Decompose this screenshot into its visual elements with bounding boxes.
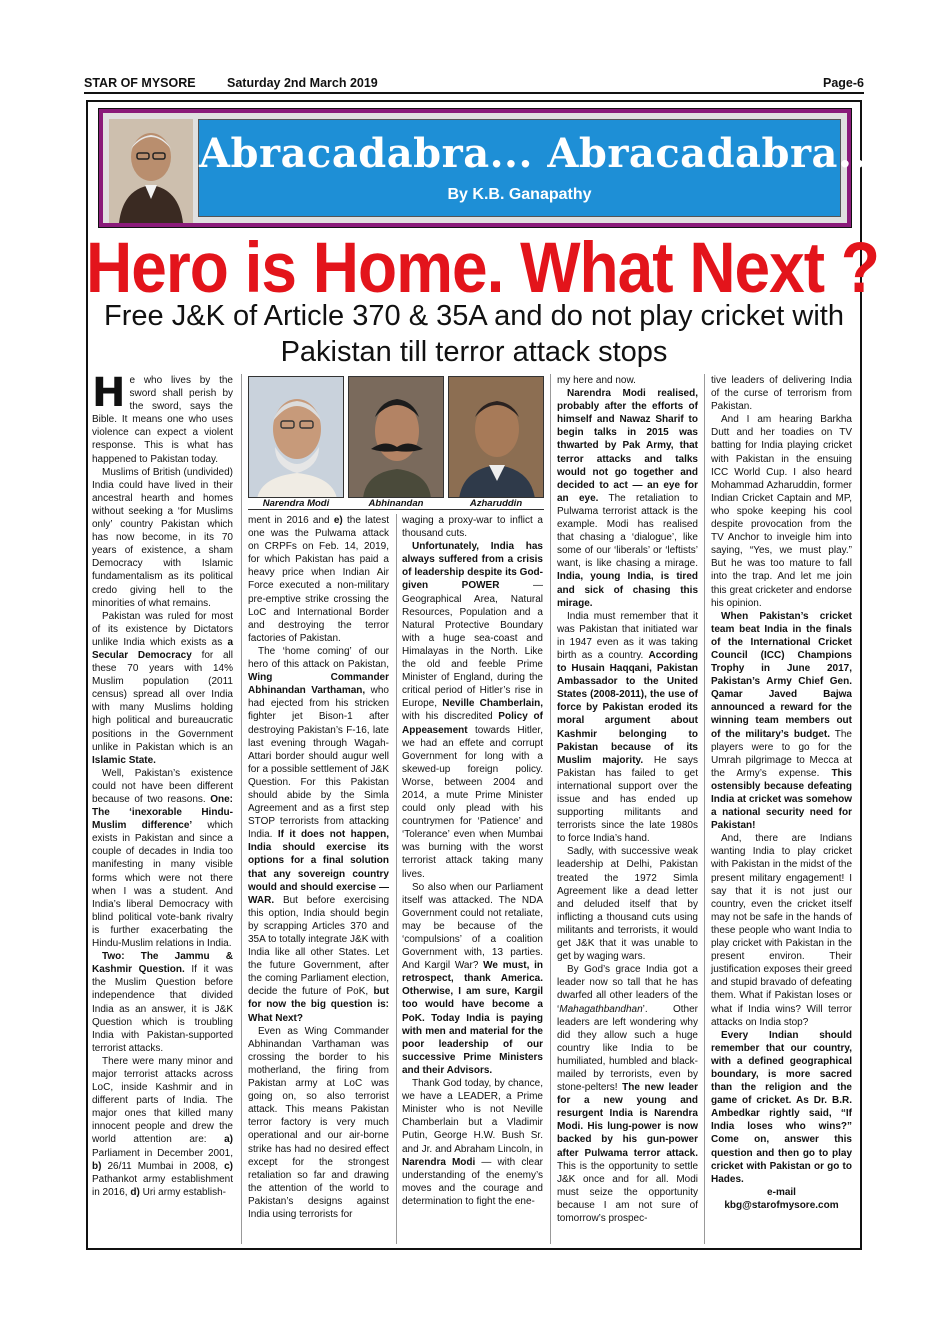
page-number: Page-6 xyxy=(823,76,864,90)
paragraph: waging a proxy-war to inflict a thousand cuts. xyxy=(402,515,543,540)
author-photo xyxy=(109,119,193,223)
issue-date: Saturday 2nd March 2019 xyxy=(227,76,378,90)
photo-caption: Abhinandan xyxy=(368,498,424,509)
article-column-4 xyxy=(557,374,698,1225)
paragraph: Pakistan was ruled for most of its existence by Dictators unlike India which exists as a Secular Democracy for all these 70 years with 14% Muslim population (2011 census) spread all over India with many Muslims holding high political and bureaucratic positions in the Government unlike in Pakistan which is an Islamic State. xyxy=(92,610,233,766)
drop-cap: H xyxy=(92,370,126,416)
paragraph: Unfortunately, India has always suffered from a crisis of leadership despite its God-given POWER — Geographical Area, Natural Resources, Population and a Natural Protective Boundary with a huge sea-coast and Himalayas in the North. Like the old and feeble Prime Minister of England, during the critical period of Hitler’s rise in Europe, Neville Chamberlain, with his discredited Policy of Appeasement towards Hitler, we had an effete and corrupt Government for long with a skewed-up foreign policy. Worse, between 2004 and 2014, a mute Prime Minister could only plead with his countrymen for ‘Patience’ and ‘Tolerance’ even when Mumbai was burning with the worst terrorist attack taking many lives. xyxy=(402,541,543,880)
photo-narendra-modi xyxy=(248,376,344,498)
paragraph: Every Indian should remember that our country, with a defined geographical boundary, is more sacred than the religion and the game of cricket. As Dr. B.R. Ambedkar rightly said, “If India loses who wins?” Come on, answer this question and then go to play cricket with Pakistan or go to Hades. xyxy=(711,1029,852,1185)
page-header xyxy=(84,74,864,94)
caption-rule xyxy=(248,509,544,510)
column-rule xyxy=(396,514,397,1244)
photo-caption: Azharuddin xyxy=(469,498,523,509)
photo-caption: Narendra Modi xyxy=(262,498,330,509)
paragraph: Thank God today, by chance, we have a LEADER, a Prime Minister who is not Neville Chamberlain but a Vladimir Putin, George H.W. Bush Sr. and Jr. and Abraham Lincoln, in Narendra Modi — with clear understanding of the enemy’s moves and the courage and determination to fight the ene- xyxy=(402,1078,543,1207)
photo-abhinandan xyxy=(348,376,444,498)
paragraph: Narendra Modi realised, probably after the efforts of himself and Nawaz Sharif to begin talks in 2015 was thwarted by Pak Army, that terror attacks and talks would not go together and decided to act — an eye for an eye. The retaliation to Pulwama terrorist attack is the example. Modi has realised that chasing a ‘dialogue’, like some of our ‘liberals’ or ‘leftists’ want, is like chasing a mirage. India, young India, is tired and sick of chasing this mirage. xyxy=(557,388,698,609)
paragraph: Even as Wing Commander Abhinandan Varthaman was crossing the border to his motherland, the firing from Pakistan army at LoC was going on, so also terrorist attack. This means Pakistan terror factory is very much operational and our air-borne strike has had no desired effect except for the strongest retaliation so far and drawing the attention of the world to Pakistan’s designs against India using terrorists for xyxy=(248,1025,389,1220)
subheadline: Free J&K of Article 370 & 35A and do not play cricket with Pakistan till terror attack stops xyxy=(104,300,844,368)
photo-azharuddin xyxy=(448,376,544,498)
banner-inner xyxy=(103,113,882,223)
paragraph: Two: The Jammu & Kashmir Question. If it was the Muslim Question before independence that divided India as an answer, it is J&K Question which is troubling India with Pakistan-supported terrorist attacks. xyxy=(92,951,233,1054)
paragraph: So also when our Parliament itself was attacked. The NDA Government could not retaliate, may be because of the ‘compulsions’ of a coalition Government with, 13 parties. And Kargil War? We must, in retrospect, thank America. Otherwise, I am sure, Kargil too would have become a PoK. Today India is paying with men and material for the poor leadership of our successive Prime Ministers and their Advisors. xyxy=(402,881,543,1076)
paragraph: There were many minor and major terrorist attacks across LoC, inside Kashmir and in different parts of India. The major ones that killed many innocent people and drew the world attention are: a) Parliament in December 2001, b) 26/11 Mumbai in 2008, c) Pathankot army establishment in 2016, d) Uri army establish- xyxy=(92,1055,233,1198)
paragraph: ment in 2016 and e) the latest one was the Pulwama attack on CRPFs on Feb. 14, 2019, for which Pakistan has paid a heavy price when Indian Air Force executed a non-military pre-emptive strike crossing the LoC and International Border and destroying the terror factories of Pakistan. xyxy=(248,515,389,644)
email-label: e-mail xyxy=(767,1186,796,1198)
photo-strip xyxy=(248,376,544,510)
banner-title-panel xyxy=(198,119,882,217)
column-byline: By K.B. Ganapathy xyxy=(447,186,592,203)
paragraph: Sadly, with successive weak leadership at Delhi, Pakistan treated the 1972 Simla Agreement like a dead letter and deluded itself that by inflicting a thousand cuts using militants and terrorists, it would get J&K that it was unable to get by waging wars. xyxy=(557,846,698,963)
article-column-5 xyxy=(711,374,852,1212)
author-email[interactable]: kbg@starofmysore.com xyxy=(724,1199,839,1211)
headline: Hero is Home. What Next ? xyxy=(86,227,879,308)
article-column-2 xyxy=(248,514,389,1221)
article-column-3 xyxy=(402,514,543,1208)
paragraph: By God’s grace India got a leader now so tall that he has dwarfed all other leaders of the ‘Mahagathbandhan’. Other leaders are left wondering why did they allow such a huge country like India to be humiliated, humbled and black-mailed by terrorists, even by stone-pelters! The new leader for a new young and resurgent India is Narendra Modi. His lung-power is now backed by his gun-power after Pulwama terror attack. This is the opportunity to settle J&K once and for all. Modi must seize the opportunity because I am not sure of tomorrow’s prospec- xyxy=(557,964,698,1224)
column-title: Abracadabra... Abracadabra... xyxy=(199,130,882,177)
column-rule xyxy=(550,374,551,1244)
paragraph: And I am hearing Barkha Dutt and her toadies on TV batting for India playing cricket with Pakistan in the ensuing ICC World Cup. I also heard Mohammad Azharuddin, former Indian Cricket Captain and MP, who spoke keeping his cool despite provocation from the TV Anchor to inveigle him into saying, “Yes, we must play.” But he was too mature to fall into the trap. And let me join this great cricketer and endorse his opinion. xyxy=(711,414,852,609)
paragraph: He who lives by the sword shall perish by the sword, says the Bible. It means one who uses violence can expect a violent response. This is what has happened to Pakistan today. xyxy=(92,370,233,465)
column-rule xyxy=(704,374,705,1244)
paragraph: The ‘home coming’ of our hero of this attack on Pakistan, Wing Commander Abhinandan Varthaman, who had ejected from his stricken fighter jet Bison-1 after destroying Pakistan’s F-16, late last evening through Wagah-Attari border should augur well for a possible settlement of J&K Question. For this Pakistan should abide by the Simla Agreement and as a first step STOP terrorists from attacking India. If it does not happen, India should exercise its options for a final solution that any sovereign country would and should exercise — WAR. But before exercising this option, India should begin by scrapping Articles 370 and 35A to totally integrate J&K with India like all other States. Let the future Government, after the coming Parliament election, decide the future of PoK, but for now the big question is: What Next? xyxy=(248,645,389,1024)
paragraph: India must remember that it was Pakistan that initiated war in 1947 even as it was taking birth as a country. According to Husain Haqqani, Pakistan Ambassador to the United States (2008-2011), the use of force by Pakistan eroded its moral argument about Kashmir belonging to Pakistan because of its Muslim majority. He says Pakistan has failed to get international support over the issue and has ended up supporting militants and terrorists since the late 1980s to force India’s hand. xyxy=(557,610,698,845)
paragraph: When Pakistan’s cricket team beat India in the finals of the International Cricket Council (ICC) Champions Trophy in June 2017, Pakistan’s Army Chief Gen. Qamar Javed Bajwa announced a reward for the winning team members out of the military’s budget. The players were to go for the Umrah pilgrimage to Mecca at the Army’s expense. This ostensibly because defeating India at cricket was somehow a national security need for Pakistan! xyxy=(711,610,852,832)
column-rule xyxy=(241,374,242,1244)
paragraph: And, there are Indians wanting India to play cricket with Pakistan in the midst of the present military engagement! I say that it is not just our country, even the cricket itself may not be safe in the hands of these people who want India to play cricket with Pakistan in the present environ. Their justification exposes their greed and stupid bravado of defeating them. What if Pakistan loses or what if India wins? Will terror attacks on India stop? xyxy=(711,833,852,1028)
newspaper-name: STAR OF MYSORE xyxy=(84,76,196,90)
header-rule xyxy=(84,92,864,94)
paragraph: Muslims of British (undivided) India could have lived in their ancestral hearth and homes without seeking a ‘for Muslims only’ country Pakistan which has now become, in its 70 years of existence, a sham Democracy with Islamic fundamentalism as its political credo giving hell to the minorities of what remains. xyxy=(92,466,233,609)
paragraph: Well, Pakistan’s existence could not have been different because of two reasons. One: The ‘inexorable Hindu-Muslim difference’ which exists in Pakistan and since a couple of decades in India too manifesting in many visible forms which were not there when I was a student. And India’s liberal Democracy with blind political vote-bank rivalry is further exacerbating the Hindu-Muslim relations in India. xyxy=(92,767,233,950)
paragraph: tive leaders of delivering India of the curse of terrorism from Pakistan. xyxy=(711,375,852,413)
column-banner xyxy=(98,108,882,228)
article-column-1 xyxy=(92,370,233,1199)
paragraph: my here and now. xyxy=(557,375,636,386)
